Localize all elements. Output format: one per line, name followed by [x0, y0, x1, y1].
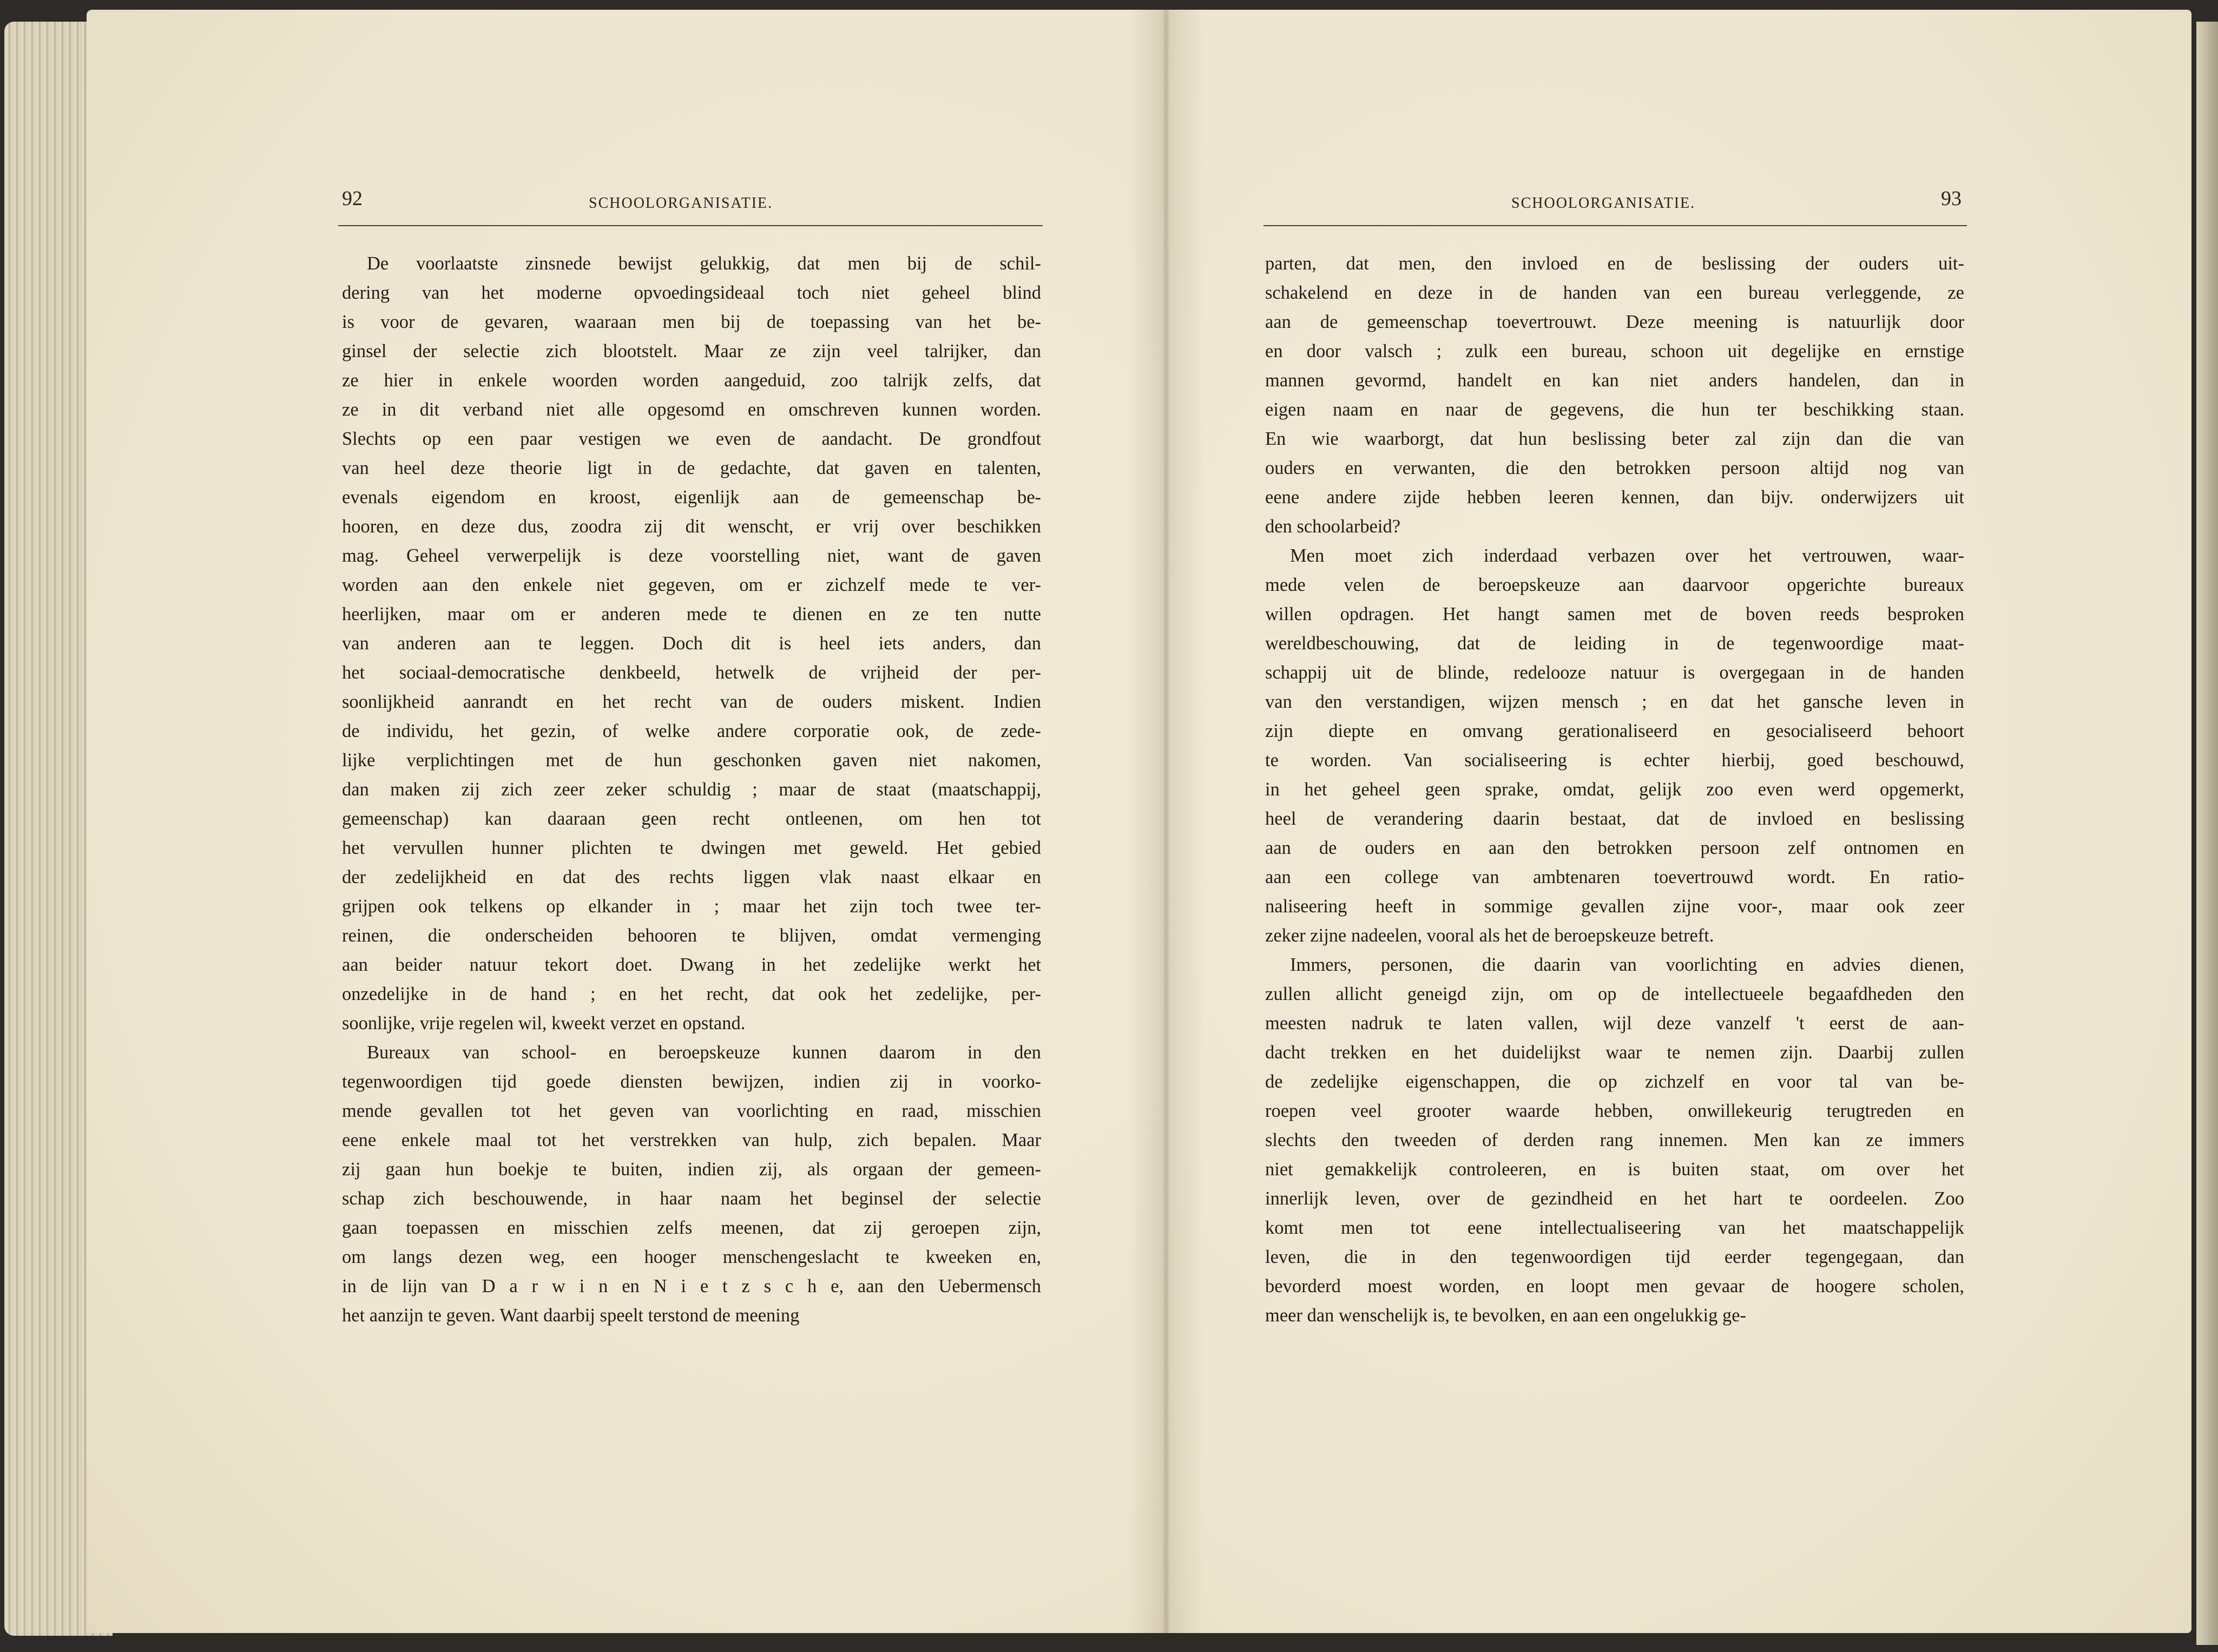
- text-line: schap zich beschouwende, in haar naam het beginsel der selectie: [342, 1188, 1041, 1209]
- text-line: reinen, die onderscheiden behooren te blijven, omdat vermenging: [342, 925, 1041, 946]
- text-line: zullen allicht geneigd zijn, om op de intellectueele begaafdheden den: [1265, 984, 1964, 1004]
- text-line: willen opdragen. Het hangt samen met de boven reeds besproken: [1265, 604, 1964, 624]
- text-line: schakelend en deze in de handen van een bureau verleggende, ze: [1265, 282, 1964, 303]
- text-line: eene enkele maal tot het verstrekken van hulp, zich bepalen. Maar: [342, 1130, 1041, 1150]
- text-line: De voorlaatste zinsnede bewijst gelukkig, dat men bij de schil-: [367, 253, 1041, 274]
- text-line: om langs dezen weg, een hooger menschengeslacht te kweeken en,: [342, 1247, 1041, 1267]
- text-line: van anderen aan te leggen. Doch dit is heel iets anders, dan: [342, 633, 1041, 654]
- text-line: van heel deze theorie ligt in de gedachte, dat gaven en talenten,: [342, 458, 1041, 478]
- text-line: heel de verandering daarin bestaat, dat de invloed en beslissing: [1265, 808, 1964, 829]
- text-line: worden aan den enkele niet gegeven, om er zichzelf mede te ver-: [342, 575, 1041, 595]
- text-line: is voor de gevaren, waaraan men bij de toepassing van het be-: [342, 312, 1041, 332]
- text-line: te worden. Van socialiseering is echter hierbij, goed beschouwd,: [1265, 750, 1964, 771]
- text-line: grijpen ook telkens op elkander in ; maar het zijn toch twee ter-: [342, 896, 1041, 917]
- text-line: schappij uit de blinde, redelooze natuur is overgegaan in de handen: [1265, 662, 1964, 683]
- text-line: niet gemakkelijk controleeren, en is buiten staat, om over het: [1265, 1159, 1964, 1180]
- text-line: parten, dat men, den invloed en de beslissing der ouders uit-: [1265, 253, 1964, 274]
- paragraph: [1265, 249, 1964, 541]
- text-line: dering van het moderne opvoedingsideaal toch niet geheel blind: [342, 282, 1041, 303]
- text-line: soonlijkheid aanrandt en het recht van de ouders miskent. Indien: [342, 692, 1041, 712]
- text-line: de zedelijke eigenschappen, die op zichzelf en voor tal van be-: [1265, 1071, 1964, 1092]
- text-line: ouders en verwanten, die den betrokken persoon altijd nog van: [1265, 458, 1964, 478]
- left-page-number: 92: [342, 187, 363, 210]
- text-line: de individu, het gezin, of welke andere corporatie ook, de zede-: [342, 721, 1041, 741]
- right-page-edge: [2196, 22, 2218, 1645]
- text-line: dacht trekken en het duidelijkst waar te nemen zijn. Daarbij zullen: [1265, 1042, 1964, 1063]
- text-line: naliseering heeft in sommige gevallen zijne voor-, maar ook zeer: [1265, 896, 1964, 917]
- left-page-body: [342, 249, 1041, 1330]
- text-line: Bureaux van school- en beroepskeuze kunnen daarom in den: [367, 1042, 1041, 1063]
- text-line: zijn diepte en omvang gerationaliseerd en gesocialiseerd behoort: [1265, 721, 1964, 741]
- right-page-body: [1265, 249, 1964, 1330]
- text-line: mannen gevormd, handelt en kan niet anders handelen, dan in: [1265, 370, 1964, 391]
- text-line: lijke verplichtingen met de hun geschonken gaven niet nakomen,: [342, 750, 1041, 771]
- right-running-head: SCHOOLORGANISATIE.: [1511, 195, 1696, 212]
- text-line: dan maken zij zich zeer zeker schuldig ; maar de staat (maatschappij,: [342, 779, 1041, 800]
- text-line: in het geheel geen sprake, omdat, gelijk zoo even werd opgemerkt,: [1265, 779, 1964, 800]
- right-head-rule: [1263, 225, 1967, 226]
- text-line: den schoolarbeid?: [1265, 516, 1401, 537]
- text-line: tegenwoordigen tijd goede diensten bewijzen, indien zij in voorko-: [342, 1071, 1041, 1092]
- text-line: zeker zijne nadeelen, vooral als het de beroepskeuze betreft.: [1265, 925, 1714, 946]
- text-line: innerlijk leven, over de gezindheid en het hart te oordeelen. Zoo: [1265, 1188, 1964, 1209]
- text-line: gemeenschap) kan daaraan geen recht ontleenen, om hen tot: [342, 808, 1041, 829]
- text-line: ze in dit verband niet alle opgesomd en omschreven kunnen worden.: [342, 399, 1041, 420]
- text-line: bevorderd moest worden, en loopt men gevaar de hoogere scholen,: [1265, 1276, 1964, 1296]
- text-line: aan beider natuur tekort doet. Dwang in het zedelijke werkt het: [342, 955, 1041, 975]
- text-line: komt men tot eene intellectualiseering van het maatschappelijk: [1265, 1217, 1964, 1238]
- left-running-head: SCHOOLORGANISATIE.: [589, 195, 773, 212]
- text-line: het sociaal-democratische denkbeeld, hetwelk de vrijheid der per-: [342, 662, 1041, 683]
- text-line: onzedelijke in de hand ; en het recht, dat ook het zedelijke, per-: [342, 984, 1041, 1004]
- text-line: En wie waarborgt, dat hun beslissing beter zal zijn dan die van: [1265, 429, 1964, 449]
- text-line: Men moet zich inderdaad verbazen over het vertrouwen, waar-: [1290, 545, 1964, 566]
- left-head-rule: [338, 225, 1043, 226]
- text-line: slechts den tweeden of derden rang innemen. Men kan ze immers: [1265, 1130, 1964, 1150]
- text-line: mende gevallen tot het geven van voorlichting en raad, misschien: [342, 1101, 1041, 1121]
- text-line: meesten nadruk te laten vallen, wijl deze vanzelf 't eerst de aan-: [1265, 1013, 1964, 1034]
- text-line: hooren, en deze dus, zoodra zij dit wenscht, er vrij over beschikken: [342, 516, 1041, 537]
- text-line: soonlijke, vrije regelen wil, kweekt verzet en opstand.: [342, 1013, 746, 1034]
- paragraph: [1265, 541, 1964, 950]
- text-line: wereldbeschouwing, dat de leiding in de tegenwoordige maat-: [1265, 633, 1964, 654]
- text-line: eene andere zijde hebben leeren kennen, dan bijv. onderwijzers uit: [1265, 487, 1964, 508]
- text-line: gaan toepassen en misschien zelfs meenen, dat zij geroepen zijn,: [342, 1217, 1041, 1238]
- text-line: Slechts op een paar vestigen we even de aandacht. De grondfout: [342, 429, 1041, 449]
- text-line: Immers, personen, die daarin van voorlichting en advies dienen,: [1290, 955, 1964, 975]
- text-line: evenals eigendom en kroost, eigenlijk aan de gemeenschap be-: [342, 487, 1041, 508]
- paragraph: [1265, 950, 1964, 1330]
- text-line: in de lijn van D a r w i n en N i e t z s c h e, aan den Uebermensch: [342, 1276, 1041, 1296]
- text-line: van den verstandigen, wijzen mensch ; en dat het gansche leven in: [1265, 692, 1964, 712]
- text-line: het aanzijn te geven. Want daarbij speelt terstond de meening: [342, 1305, 800, 1326]
- text-line: meer dan wenschelijk is, te bevolken, en aan een ongelukkig ge-: [1265, 1305, 1747, 1326]
- text-line: zij gaan hun boekje te buiten, indien zij, als orgaan der gemeen-: [342, 1159, 1041, 1180]
- text-line: der zedelijkheid en dat des rechts liggen vlak naast elkaar en: [342, 867, 1041, 887]
- text-line: ze hier in enkele woorden worden aangeduid, zoo talrijk zelfs, dat: [342, 370, 1041, 391]
- text-line: mag. Geheel verwerpelijk is deze voorstelling niet, want de gaven: [342, 545, 1041, 566]
- text-line: heerlijken, maar om er anderen mede te dienen en ze ten nutte: [342, 604, 1041, 624]
- text-line: eigen naam en naar de gegevens, die hun ter beschikking staan.: [1265, 399, 1964, 420]
- text-line: en door valsch ; zulk een bureau, schoon uit degelijke en ernstige: [1265, 341, 1964, 361]
- text-line: aan een college van ambtenaren toevertrouwd wordt. En ratio-: [1265, 867, 1964, 887]
- text-line: het vervullen hunner plichten te dwingen met geweld. Het gebied: [342, 838, 1041, 858]
- text-line: leven, die in den tegenwoordigen tijd eerder tegengegaan, dan: [1265, 1247, 1964, 1267]
- paragraph: [342, 1038, 1041, 1330]
- text-line: mede velen de beroepskeuze aan daarvoor opgerichte bureaux: [1265, 575, 1964, 595]
- right-page-number: 93: [1941, 187, 1962, 210]
- text-line: ginsel der selectie zich blootstelt. Maar ze zijn veel talrijker, dan: [342, 341, 1041, 361]
- text-line: aan de ouders en aan den betrokken persoon zelf ontnomen en: [1265, 838, 1964, 858]
- text-line: roepen veel grooter waarde hebben, onwillekeurig terugtreden en: [1265, 1101, 1964, 1121]
- paragraph: [342, 249, 1041, 1038]
- text-line: aan de gemeenschap toevertrouwt. Deze meening is natuurlijk door: [1265, 312, 1964, 332]
